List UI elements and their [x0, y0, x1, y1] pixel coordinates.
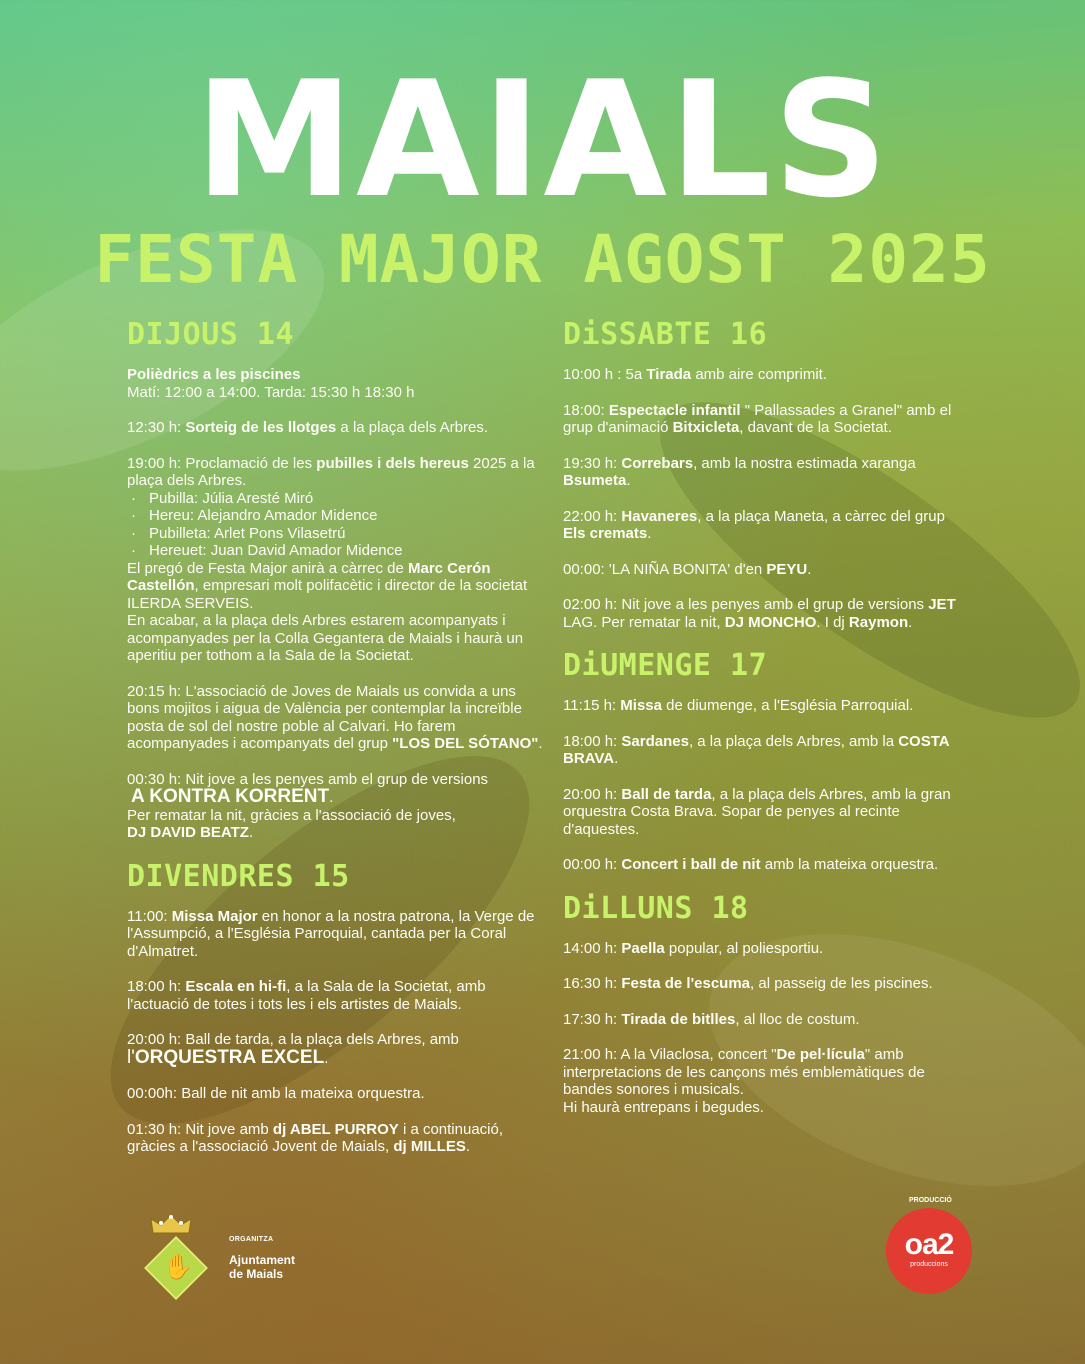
hand-icon: ✋: [163, 1254, 193, 1281]
event-mojitos: 20:15 h: L'associació de Joves de Maials us convida a uns bons mojitos i aigua de València per contemplar la increïble posta de sol del nostre poble al Calvari. Ho farem acompanyades i acompanyats del grup "LOS DEL SÓTANO".: [127, 682, 543, 752]
event-concert-nit: 00:00 h: Concert i ball de nit amb la mateixa orquestra.: [563, 856, 939, 873]
left-column: [127, 318, 547, 1174]
right-column: [563, 318, 963, 1134]
list-item: · Pubilleta: Arlet Pons Vilasetrú: [127, 525, 547, 543]
event-poliedrics: Polièdrics a les piscines Matí: 12:00 a 14:00. Tarda: 15:30 h 18:30 h: [127, 366, 415, 401]
producer-logo: [886, 1208, 972, 1294]
event-missa-major: 11:00: Missa Major en honor a la nostra patrona, la Verge de l'Assumpció, a l'Església Parroquial, cantada per la Coral d'Almatret.: [127, 907, 535, 960]
organizer-name: Ajuntament de Maials: [229, 1253, 295, 1281]
day-heading-dijous: DIJOUS 14: [127, 317, 295, 352]
event-nit-jove-dijous: 00:30 h: Nit jove a les penyes amb el grup de versions A KONTRA KORRENT. Per rematar la nit, gràcies a l'associació de joves, DJ DAVID BEATZ.: [127, 770, 489, 841]
produccio-label: PRODUCCIÓ: [909, 1197, 952, 1204]
event-bitlles: 17:30 h: Tirada de bitlles, al lloc de costum.: [563, 1010, 860, 1028]
list-item: · Pubilla: Júlia Aresté Miró: [127, 490, 547, 508]
event-espectacle-infantil: 18:00: Espectacle infantil " Pallassades a Granel" amb el grup d'animació Bitxicleta, davant de la Societat.: [563, 401, 952, 436]
day-heading-dilluns: DiLLUNS 18: [563, 890, 749, 926]
poster-subtitle: FESTA MAJOR AGOST 2025: [94, 221, 991, 298]
event-escala-hifi: 18:00 h: Escala en hi-fi, a la Sala de la Societat, amb l'actuació de totes i tots les i els artistes de Maials.: [127, 978, 486, 1013]
event-missa-diumenge: 11:15 h: Missa de diumenge, a l'Església Parroquial.: [563, 697, 914, 714]
poster-title: MAIALS: [194, 46, 891, 233]
event-nit-jove-dissabte: 02:00 h: Nit jove a les penyes amb el grup de versions JET LAG. Per rematar la nit, DJ MONCHO. I dj Raymon.: [563, 596, 956, 631]
crown-icon: [149, 1213, 193, 1235]
event-nina-bonita: 00:00: 'LA NIÑA BONITA' d'en PEYU.: [563, 560, 812, 578]
event-sardanes: 18:00 h: Sardanes, a la plaça dels Arbres, amb la COSTA BRAVA.: [563, 732, 950, 767]
event-ball-tarda-divendres: 20:00 h: Ball de tarda, a la plaça dels Arbres, amb l'ORQUESTRA EXCEL.: [127, 1031, 459, 1068]
event-festa-escuma: 16:30 h: Festa de l'escuma, al passeig de les piscines.: [563, 975, 933, 992]
producer-logo-text: oa2: [904, 1228, 954, 1261]
pubilles-list: [127, 490, 547, 560]
organitza-label: ORGANITZA: [229, 1236, 274, 1243]
event-havaneres: 22:00 h: Havaneres, a la plaça Maneta, a càrrec del grup Els cremats.: [563, 507, 945, 542]
day-heading-dissabte: DiSSABTE 16: [563, 317, 768, 352]
organizer-logo: [143, 1213, 343, 1313]
day-heading-diumenge: DiUMENGE 17: [563, 648, 768, 683]
list-item: · Hereuet: Juan David Amador Midence: [127, 542, 547, 560]
event-proclamacio: 19:00 h: Proclamació de les pubilles i dels hereus 2025 a la plaça dels Arbres. · Pubilla: Júlia Aresté Miró · Hereu: Alejandro Amador Midence · Pubilleta: Arlet Pons Vilasetrú · Hereuet: Juan David Amador Midence El pregó de Festa Major anirà a càrrec de Marc Cerón Castellón, empresari molt polifacètic i director de la societat ILERDA SERVEIS. En acabar, a la plaça dels Arbres estarem acompanyats i acompanyades per la Colla Gegantera de Maials i haurà un aperitiu per tothom a la Sala de la Societat.: [127, 455, 547, 665]
producer-logo-sub: produccions: [910, 1261, 948, 1268]
event-tirada: 10:00 h : 5a Tirada amb aire comprimit.: [563, 366, 828, 383]
event-ball-tarda-diumenge: 20:00 h: Ball de tarda, a la plaça dels Arbres, amb la gran orquestra Costa Brava. Sopar de penyes al recinte d'aquestes.: [563, 785, 951, 838]
day-heading-divendres: DIVENDRES 15: [127, 858, 350, 894]
list-item: · Hereu: Alejandro Amador Midence: [127, 507, 547, 525]
event-correbars: 19:30 h: Correbars, amb la nostra estimada xaranga Bsumeta.: [563, 454, 916, 489]
event-concert-vilaclosa: 21:00 h: A la Vilaclosa, concert "De pel·lícula" amb interpretacions de les cançons més emblemàtiques de bandes sonores i musicals. Hi haurà entrepans i begudes.: [563, 1046, 925, 1116]
event-ball-nit-divendres: 00:00h: Ball de nit amb la mateixa orquestra.: [127, 1085, 425, 1102]
event-paella: 14:00 h: Paella popular, al poliesportiu.: [563, 939, 824, 957]
event-nit-jove-divendres: 01:30 h: Nit jove amb dj ABEL PURROY i a continuació, gràcies a l'associació Jovent de Maials, dj MILLES.: [127, 1120, 504, 1155]
event-sorteig: 12:30 h: Sorteig de les llotges a la plaça dels Arbres.: [127, 419, 489, 436]
